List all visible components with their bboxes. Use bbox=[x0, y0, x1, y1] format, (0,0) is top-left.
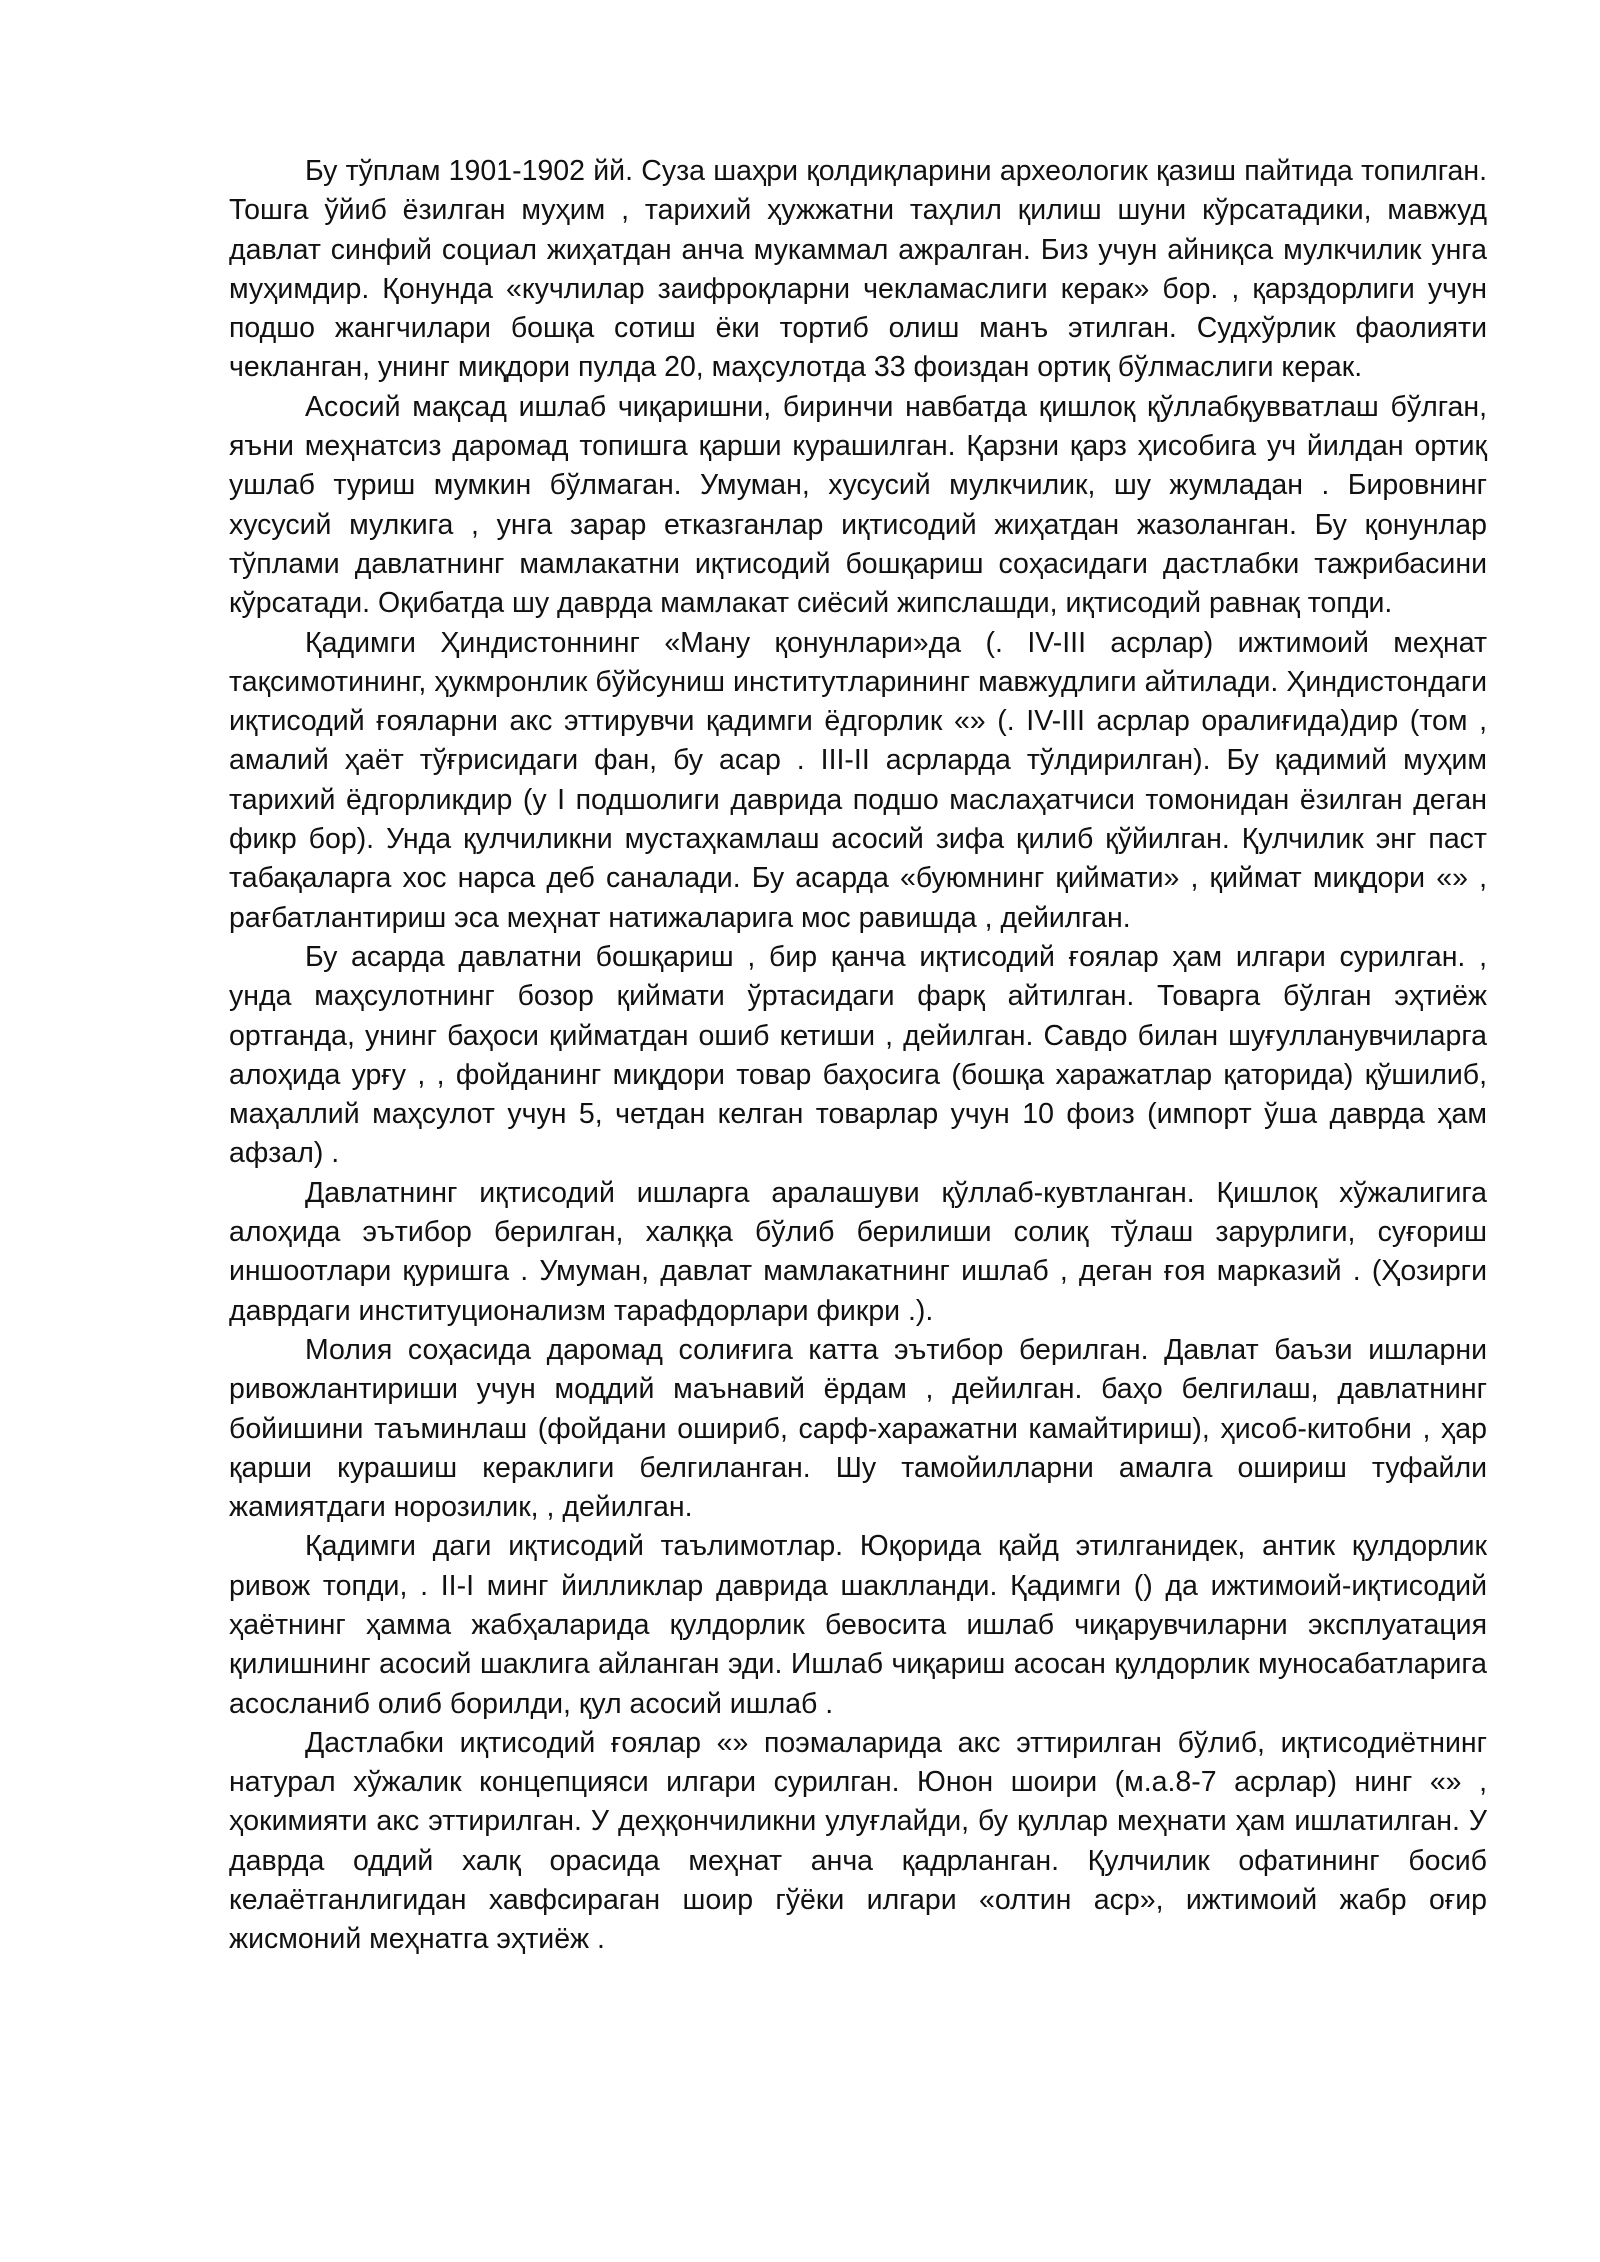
paragraph-4: Бу асарда давлатни бошқариш , бир қанча иқтисодий ғоялар ҳам илгари сурилган. , унда маҳсулотнинг бозор қиймати ўртасидаги фарқ айтилган. Товарга бўлган эҳтиёж ортганда, унинг баҳоси қийматдан ошиб кетиши , дейилган. Савдо билан шуғулланувчиларга алоҳида урғу , , фойданинг миқдори товар баҳосига (бошқа харажатлар қаторида) қўшилиб, маҳаллий маҳсулот учун 5, четдан келган товарлар учун 10 фоиз (импорт ўша даврда ҳам афзал) . bbox=[229, 940, 1487, 1170]
paragraph-7: Қадимги даги иқтисодий таълимотлар. Юқорида қайд этилганидек, антик қулдорлик ривож топди, . II-I минг йилликлар даврида шаклланди. Қадимги () да ижтимоий-иқтисодий ҳаётнинг ҳамма жабҳаларида қулдорлик бевосита ишлаб чиқарувчиларни эксплуатация қилишнинг асосий шаклига айланган эди. Ишлаб чиқариш асосан қулдорлик муносабатларига асосланиб олиб борилди, қул асосий ишлаб . bbox=[229, 1530, 1487, 1720]
paragraph-2: Асосий мақсад ишлаб чиқаришни, биринчи навбатда қишлоқ қўллабқувватлаш бўлган, яъни меҳнатсиз даромад топишга қарши курашилган. Қарзни қарз ҳисобига уч йилдан ортиқ ушлаб туриш мумкин бўлмаган. Умуман, хусусий мулкчилик, шу жумладан . Бировнинг хусусий мулкига , унга зарар етказганлар иқтисодий жиҳатдан жазоланган. Бу қонунлар тўплами давлатнинг мамлакатни иқтисодий бошқариш соҳасидаги дастлабки тажрибасини кўрсатади. Оқибатда шу даврда мамлакат сиёсий жипслашди, иқтисодий равнақ топди. bbox=[229, 390, 1487, 620]
paragraph-5: Давлатнинг иқтисодий ишларга аралашуви қўллаб-кувтланган. Қишлоқ хўжалигига алоҳида эътибор берилган, халққа бўлиб берилиши солиқ тўлаш зарурлиги, суғориш иншоотлари қуришга . Умуман, давлат мамлакатнинг ишлаб , деган ғоя марказий . (Ҳозирги даврдаги институционализм тарафдорлари фикри .). bbox=[229, 1176, 1487, 1327]
paragraph-8: Дастлабки иқтисодий ғоялар «» поэмаларида акс эттирилган бўлиб, иқтисодиётнинг натурал хўжалик концепцияси илгари сурилган. Юнон шоири (м.а.8-7 асрлар) нинг «» , ҳокимияти акс эттирилган. У деҳқончиликни улуғлайди, бу қуллар меҳнати ҳам ишлатилган. У даврда оддий халқ орасида меҳнат анча қадрланган. Қулчилик офатининг босиб келаётганлигидан хавфсираган шоир гўёки илгари «олтин аср», ижтимоий жабр оғир жисмоний меҳнатга эҳтиёж . bbox=[229, 1726, 1487, 1956]
document-page bbox=[229, 152, 1487, 1960]
paragraph-3: Қадимги Ҳиндистоннинг «Ману қонунлари»да (. IV-III асрлар) ижтимоий меҳнат тақсимотининг, ҳукмронлик бўйсуниш институтларининг мавжудлиги айтилади. Ҳиндистондаги иқтисодий ғояларни акс эттирувчи қадимги ёдгорлик «» (. IV-III асрлар оралиғида)дир (том , амалий ҳаёт тўғрисидаги фан, бу асар . III-II асрларда тўлдирилган). Бу қадимий муҳим тарихий ёдгорликдир (у I подшолиги даврида подшо маслаҳатчиси томонидан ёзилган деган фикр бор). Унда қулчиликни мустаҳкамлаш асосий зифа қилиб қўйилган. Қулчилик энг паст табақаларга хос нарса деб саналади. Бу асарда «буюмнинг қиймати» , қиймат миқдори «» , рағбатлантириш эса меҳнат натижаларига мос равишда , дейилган. bbox=[229, 626, 1487, 934]
paragraph-6: Молия соҳасида даромад солиғига катта эътибор берилган. Давлат баъзи ишларни ривожлантириши учун моддий маънавий ёрдам , дейилган. баҳо белгилаш, давлатнинг бойишини таъминлаш (фойдани ошириб, сарф-харажатни камайтириш), ҳисоб-китобни , ҳар қарши курашиш кераклиги белгиланган. Шу тамойилларни амалга ошириш туфайли жамиятдаги норозилик, , дейилган. bbox=[229, 1333, 1487, 1524]
paragraph-1: Бу тўплам 1901-1902 йй. Суза шаҳри қолдиқларини археологик қазиш пайтида топилган. Тошга ўйиб ёзилган муҳим , тарихий ҳужжатни таҳлил қилиш шуни кўрсатадики, мавжуд давлат синфий социал жиҳатдан анча мукаммал ажралган. Биз учун айниқса мулкчилик унга муҳимдир. Қонунда «кучлилар заифроқларни чекламаслиги керак» бор. , қарздорлиги учун подшо жангчилари бошқа сотиш ёки тортиб олиш манъ этилган. Судхўрлик фаолияти чекланган, унинг миқдори пулда 20, маҳсулотда 33 фоиздан ортиқ бўлмаслиги керак. bbox=[229, 155, 1487, 384]
